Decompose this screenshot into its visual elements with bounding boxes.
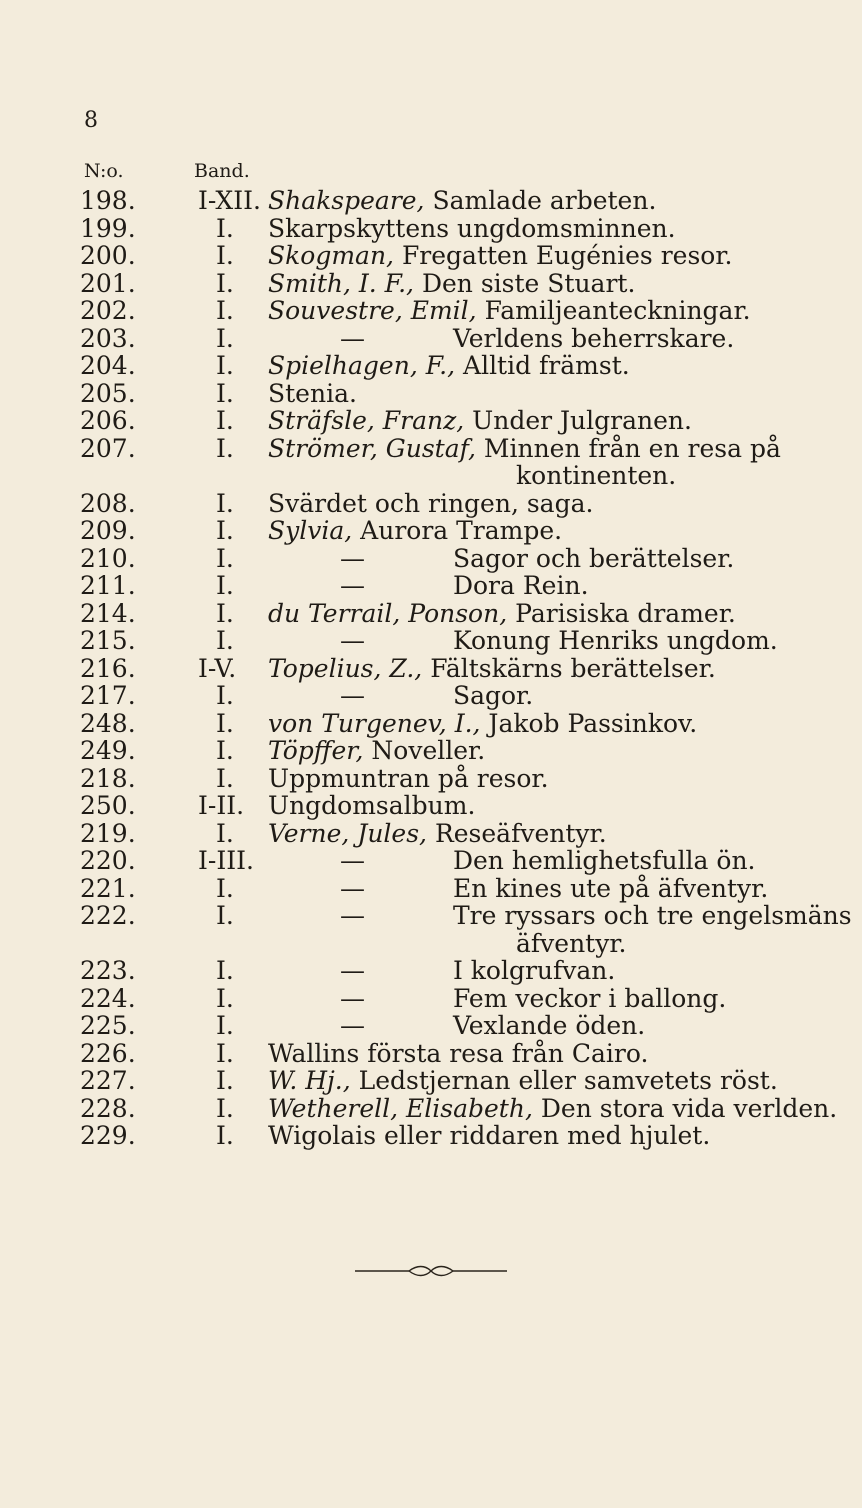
- entry-number: 248.: [80, 708, 136, 738]
- entry-volumes: I.: [216, 543, 234, 573]
- entry-number: 219.: [80, 818, 136, 848]
- entry-author: Shakspeare,: [268, 186, 425, 215]
- entry-title: Noveller.: [371, 736, 486, 765]
- entry-title: Aurora Trampe.: [360, 516, 563, 545]
- entry-title: Alltid främst.: [463, 351, 630, 380]
- entry-volumes: I.: [216, 763, 234, 793]
- entry-author: von Turgenev, I.,: [268, 708, 481, 738]
- entry-text: [268, 1067, 778, 1095]
- entry-text: [340, 682, 533, 710]
- list-item: [0, 297, 862, 325]
- list-item: [0, 435, 862, 463]
- entry-title: Vexlande öden.: [452, 1011, 646, 1040]
- catalogue-list: [0, 187, 862, 1150]
- entry-number: 215.: [80, 626, 136, 655]
- ditto-dash: —: [340, 681, 365, 710]
- entry-text: [268, 600, 736, 628]
- entry-author: Souvestre, Emil,: [268, 296, 477, 325]
- entry-number: 228.: [80, 1093, 136, 1123]
- entry-text: [268, 297, 751, 325]
- list-item: [0, 765, 862, 793]
- list-item: [0, 737, 862, 765]
- entry-author: Sylvia,: [268, 516, 353, 545]
- entry-text: [268, 270, 635, 298]
- entry-author: W. Hj.,: [268, 1066, 351, 1095]
- entry-volumes: I.: [216, 983, 234, 1013]
- entry-text: [340, 985, 726, 1013]
- entry-number: 223.: [80, 956, 136, 985]
- entry-volumes: I.: [216, 378, 234, 408]
- entry-volumes: I-II.: [198, 791, 245, 820]
- entry-title: Sagor och berättelser.: [452, 543, 735, 573]
- entry-title: Verldens beherrskare.: [452, 323, 735, 353]
- entry-text: [340, 325, 734, 353]
- entry-text: [340, 1012, 645, 1040]
- list-item: [0, 655, 862, 683]
- entry-text: [268, 1040, 648, 1068]
- list-item: [0, 682, 862, 710]
- entry-volumes: I.: [216, 1093, 234, 1123]
- entry-volumes: I.: [216, 818, 234, 848]
- entry-volumes: I.: [216, 351, 234, 380]
- entry-text: [268, 765, 549, 793]
- entry-number: 204.: [80, 351, 136, 380]
- entry-title: Familjeanteckningar.: [484, 296, 751, 325]
- entry-number: 220.: [80, 846, 136, 875]
- entry-volumes: I-III.: [198, 846, 254, 875]
- entry-volumes: I.: [216, 708, 234, 738]
- list-item: [0, 545, 862, 573]
- entry-text: [340, 902, 852, 930]
- entry-text: [268, 820, 607, 848]
- list-item: [0, 1040, 862, 1068]
- list-item: [0, 710, 862, 738]
- ditto-dash: —: [340, 846, 365, 875]
- entry-title: I kolgrufvan.: [452, 956, 616, 985]
- ditto-dash: —: [340, 1011, 365, 1040]
- entry-title: Stenia.: [268, 378, 357, 408]
- entry-text: [268, 737, 485, 765]
- ditto-dash: —: [340, 956, 365, 985]
- entry-title: En kines ute på äfventyr.: [452, 873, 769, 903]
- entry-number: 206.: [80, 406, 136, 435]
- entry-title: Sagor.: [452, 681, 534, 710]
- entry-volumes: I.: [216, 956, 234, 985]
- entry-volumes: I.: [216, 901, 234, 930]
- list-item: [0, 985, 862, 1013]
- entry-number: 214.: [80, 598, 136, 628]
- entry-title: Fregatten Eugénies resor.: [401, 241, 733, 270]
- entry-text: [340, 572, 589, 600]
- entry-continuation: kontinenten.: [516, 461, 677, 490]
- entry-text: [268, 1095, 837, 1123]
- entry-number: 224.: [80, 983, 136, 1013]
- entry-author: Topelius, Z.,: [268, 653, 423, 683]
- list-item: [0, 1122, 862, 1150]
- entry-number: 211.: [80, 571, 136, 600]
- entry-author: Spielhagen, F.,: [268, 351, 456, 380]
- entry-text: [268, 1122, 710, 1150]
- entry-author: du Terrail, Ponson,: [268, 598, 508, 628]
- entry-author: Smith, I. F.,: [268, 268, 414, 298]
- entry-number: 225.: [80, 1011, 136, 1040]
- entry-title: Ledstjernan eller samvetets röst.: [358, 1066, 778, 1095]
- entry-author: Wetherell, Elisabeth,: [268, 1093, 533, 1123]
- entry-author: Skogman,: [268, 241, 394, 270]
- entry-title: Minnen från en resa på: [483, 433, 781, 463]
- ditto-dash: —: [340, 543, 365, 573]
- entry-author: Strömer, Gustaf,: [268, 433, 476, 463]
- entry-title: Svärdet och ringen, saga.: [268, 488, 594, 518]
- entry-volumes: I.: [216, 626, 234, 655]
- entry-author: Töpffer,: [268, 736, 364, 765]
- entry-number: 202.: [80, 296, 136, 325]
- entry-number: 203.: [80, 323, 136, 353]
- entry-number: 198.: [80, 186, 136, 215]
- entry-volumes: I.: [216, 241, 234, 270]
- entry-number: 222.: [80, 901, 136, 930]
- page-number: 8: [84, 108, 98, 133]
- entry-number: 200.: [80, 241, 136, 270]
- list-item: [0, 902, 862, 930]
- entry-title: Jakob Passinkov.: [488, 708, 698, 738]
- list-item: [0, 600, 862, 628]
- entry-number: 207.: [80, 433, 136, 463]
- entry-number: 226.: [80, 1038, 136, 1068]
- list-item: [0, 490, 862, 518]
- entry-text: [340, 627, 778, 655]
- ditto-dash: —: [340, 626, 365, 655]
- entry-title: Uppmuntran på resor.: [268, 763, 549, 793]
- entry-volumes: I.: [216, 571, 234, 600]
- ditto-dash: —: [340, 571, 365, 600]
- entry-text: [268, 710, 697, 738]
- list-item: [0, 187, 862, 215]
- entry-title: Under Julgranen.: [472, 406, 692, 435]
- entry-volumes: I.: [216, 516, 234, 545]
- entry-number: 229.: [80, 1121, 136, 1150]
- entry-volumes: I.: [216, 1066, 234, 1095]
- list-item: [0, 1012, 862, 1040]
- entry-number: 201.: [80, 268, 136, 298]
- entry-number: 249.: [80, 736, 136, 765]
- entry-number: 217.: [80, 681, 136, 710]
- entry-volumes: I.: [216, 433, 234, 463]
- entry-title: Wigolais eller riddaren med hjulet.: [268, 1121, 711, 1150]
- list-item: [0, 352, 862, 380]
- entry-number: 205.: [80, 378, 136, 408]
- entry-number: 210.: [80, 543, 136, 573]
- list-item: [0, 957, 862, 985]
- entry-volumes: I.: [216, 1038, 234, 1068]
- list-item: [0, 1095, 862, 1123]
- ditto-dash: —: [340, 323, 365, 353]
- entry-text: [268, 407, 692, 435]
- entry-text: [268, 242, 732, 270]
- entry-title: Den stora vida verlden.: [540, 1093, 838, 1123]
- entry-volumes: I-XII.: [198, 186, 261, 215]
- entry-title: Ungdomsalbum.: [268, 791, 476, 820]
- entry-number: 227.: [80, 1066, 136, 1095]
- list-item: [0, 325, 862, 353]
- entry-title: Fältskärns berättelser.: [430, 653, 716, 683]
- entry-text: [340, 545, 734, 573]
- entry-text: [268, 517, 562, 545]
- entry-text: [268, 215, 676, 243]
- entry-number: 208.: [80, 488, 136, 518]
- entry-volumes: I.: [216, 681, 234, 710]
- list-item: [0, 1067, 862, 1095]
- entry-title: Wallins första resa från Cairo.: [268, 1038, 649, 1068]
- entry-title: Samlade arbeten.: [432, 186, 657, 215]
- entry-title: Dora Rein.: [452, 571, 589, 600]
- entry-title: Skarpskyttens ungdomsminnen.: [268, 213, 676, 243]
- list-item: [0, 215, 862, 243]
- entry-text: [268, 435, 781, 463]
- entry-title: Reseäfventyr.: [434, 818, 607, 848]
- list-item: [0, 380, 862, 408]
- list-item: [0, 407, 862, 435]
- entry-text: [268, 352, 630, 380]
- ditto-dash: —: [340, 983, 365, 1013]
- entry-text: [340, 957, 615, 985]
- entry-author: Verne, Jules,: [268, 818, 427, 848]
- entry-number: 221.: [80, 873, 136, 903]
- ornament-rule-icon: [351, 1264, 511, 1278]
- entry-text: [268, 655, 716, 683]
- entry-text: [268, 490, 593, 518]
- entry-author: Sträfsle, Franz,: [268, 406, 465, 435]
- entry-title: Konung Henriks ungdom.: [452, 626, 778, 655]
- column-header-number: N:o.: [84, 160, 124, 182]
- list-item: [0, 517, 862, 545]
- list-item: [0, 627, 862, 655]
- list-item: [0, 270, 862, 298]
- entry-title: Den siste Stuart.: [421, 268, 636, 298]
- entry-number: 216.: [80, 653, 136, 683]
- entry-volumes: I.: [216, 1011, 234, 1040]
- list-item: [0, 572, 862, 600]
- entry-volumes: I.: [216, 488, 234, 518]
- entry-volumes: I.: [216, 268, 234, 298]
- entry-title: Den hemlighetsfulla ön.: [452, 846, 756, 875]
- entry-text: [340, 847, 756, 875]
- entry-volumes: I.: [216, 598, 234, 628]
- entry-number: 199.: [80, 213, 136, 243]
- entry-number: 209.: [80, 516, 136, 545]
- list-item: [0, 847, 862, 875]
- entry-volumes: I.: [216, 296, 234, 325]
- entry-volumes: I-V.: [198, 653, 237, 683]
- ditto-dash: —: [340, 873, 365, 903]
- column-header-band: Band.: [194, 160, 250, 182]
- list-item: [0, 820, 862, 848]
- entry-number: 218.: [80, 763, 136, 793]
- entry-volumes: I.: [216, 1121, 234, 1150]
- list-item: [0, 462, 862, 490]
- ditto-dash: —: [340, 901, 365, 930]
- list-item: [0, 242, 862, 270]
- entry-volumes: I.: [216, 873, 234, 903]
- entry-volumes: I.: [216, 736, 234, 765]
- entry-text: [268, 792, 475, 820]
- entry-number: 250.: [80, 791, 136, 820]
- list-item: [0, 875, 862, 903]
- entry-title: Tre ryssars och tre engelsmäns: [452, 901, 852, 930]
- end-ornament: [0, 1263, 862, 1282]
- list-item: [0, 792, 862, 820]
- entry-continuation: äfventyr.: [516, 928, 627, 958]
- entry-text: [340, 875, 768, 903]
- entry-volumes: I.: [216, 323, 234, 353]
- entry-volumes: I.: [216, 213, 234, 243]
- entry-text: [268, 380, 357, 408]
- entry-title: Fem veckor i ballong.: [452, 983, 727, 1013]
- entry-text: [268, 187, 656, 215]
- entry-title: Parisiska dramer.: [515, 598, 736, 628]
- list-item: [0, 930, 862, 958]
- entry-volumes: I.: [216, 406, 234, 435]
